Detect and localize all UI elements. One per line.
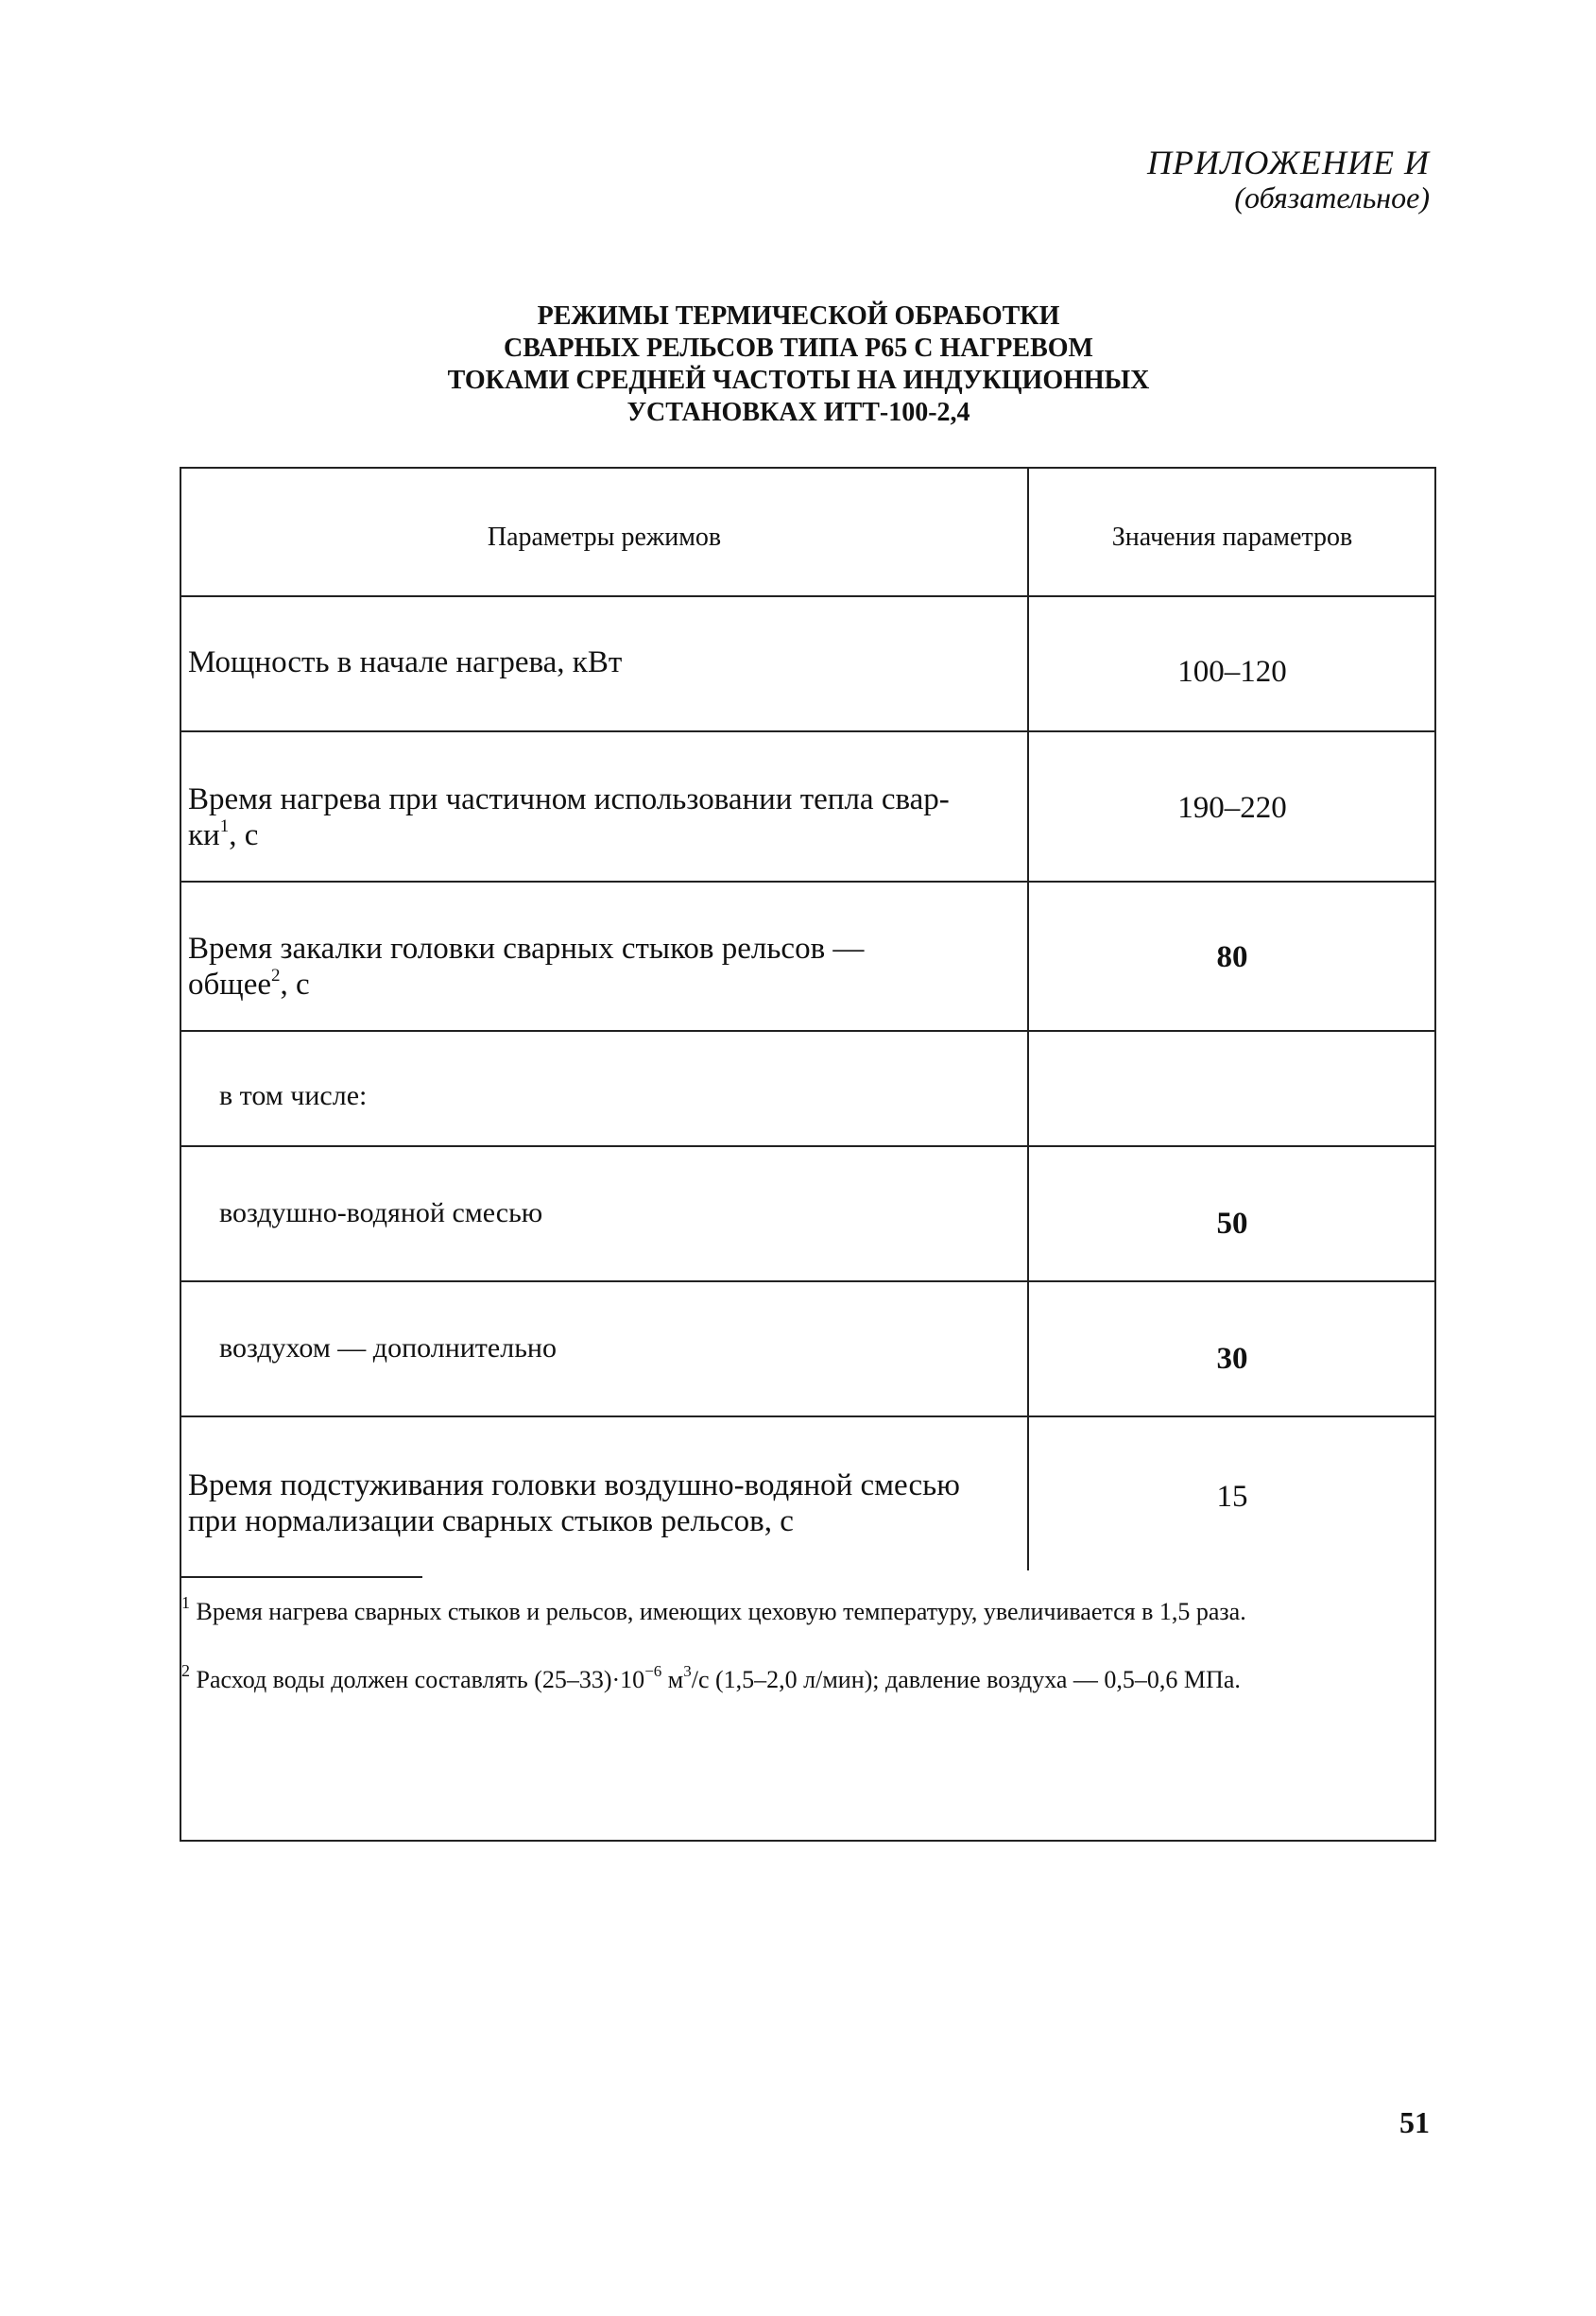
row-divider <box>180 881 1436 883</box>
param-line: Время подстуживания головки воздушно-водяной смесью <box>188 1468 960 1502</box>
table-row-value: 50 <box>1216 1207 1248 1241</box>
appendix-title: ПРИЛОЖЕНИЕ И <box>1147 144 1430 181</box>
table-row-param <box>188 781 950 853</box>
param-line <box>188 967 864 1003</box>
footnote-text: м <box>661 1666 684 1693</box>
footnote-text: Время нагрева сварных стыков и рельсов, имеющих цеховую температуру, увеличивается в 1,5 раза. <box>196 1598 1246 1625</box>
param-text: ки <box>188 818 220 852</box>
document-title-line: РЕЖИМЫ ТЕРМИЧЕСКОЙ ОБРАБОТКИ <box>537 301 1060 331</box>
appendix-heading <box>1147 144 1430 215</box>
table-row-value: 100–120 <box>1177 655 1287 689</box>
footnote-mark: 1 <box>181 1593 190 1612</box>
column-divider <box>1027 467 1029 1570</box>
document-title-line: СВАРНЫХ РЕЛЬСОВ ТИПА Р65 С НАГРЕВОМ <box>504 334 1093 363</box>
footnote-mark: 2 <box>181 1661 190 1680</box>
table-row-param <box>188 931 864 1003</box>
page-number: 51 <box>1399 2105 1430 2139</box>
footnote-1 <box>181 1593 1433 1626</box>
footnote-exponent: −6 <box>644 1662 662 1680</box>
row-divider <box>180 1145 1436 1147</box>
table-row-param: воздухом — дополнительно <box>219 1332 557 1364</box>
row-divider <box>180 730 1436 732</box>
row-divider <box>180 1415 1436 1417</box>
document-title-line: ТОКАМИ СРЕДНЕЙ ЧАСТОТЫ НА ИНДУКЦИОННЫХ <box>447 366 1150 395</box>
table-row-param: в том числе: <box>219 1080 368 1111</box>
table-row-param <box>188 1467 960 1539</box>
appendix-subtitle: (обязательное) <box>1234 180 1430 215</box>
table-row-param: воздушно-водяной смесью <box>219 1197 543 1228</box>
table-row-value: 30 <box>1216 1342 1248 1376</box>
footnote-ref: 1 <box>219 816 230 836</box>
row-divider <box>180 1280 1436 1282</box>
param-line: Время нагрева при частичном использовании тепла свар- <box>188 782 950 816</box>
table-row-value: 80 <box>1216 940 1248 974</box>
footnote-ref: 2 <box>271 966 281 986</box>
column-header-parameters: Параметры режимов <box>487 523 722 552</box>
column-header-values: Значения параметров <box>1111 523 1353 552</box>
param-line: Время закалки головки сварных стыков рельсов — <box>188 932 865 966</box>
param-text: , с <box>229 818 259 852</box>
param-text: , с <box>280 968 310 1002</box>
row-divider <box>180 595 1436 597</box>
footnote-2 <box>181 1661 1433 1694</box>
row-divider <box>180 1030 1436 1032</box>
footnote-text: Расход воды должен составлять (25–33)·10 <box>196 1666 645 1693</box>
table-row-value: 15 <box>1216 1480 1248 1514</box>
param-text: общее <box>188 968 271 1002</box>
param-line <box>188 817 950 853</box>
footnote-text: /с (1,5–2,0 л/мин); давление воздуха — 0,5–0,6 МПа. <box>691 1666 1241 1693</box>
footnote-separator <box>181 1576 422 1578</box>
param-line: при нормализации сварных стыков рельсов, с <box>188 1504 794 1538</box>
document-title-line: УСТАНОВКАХ ИТТ-100-2,4 <box>626 398 970 427</box>
table-row-param: Мощность в начале нагрева, кВт <box>188 645 623 679</box>
table-row-value: 190–220 <box>1177 791 1287 825</box>
document-title <box>359 300 1238 429</box>
footnote-exponent: 3 <box>683 1662 692 1680</box>
